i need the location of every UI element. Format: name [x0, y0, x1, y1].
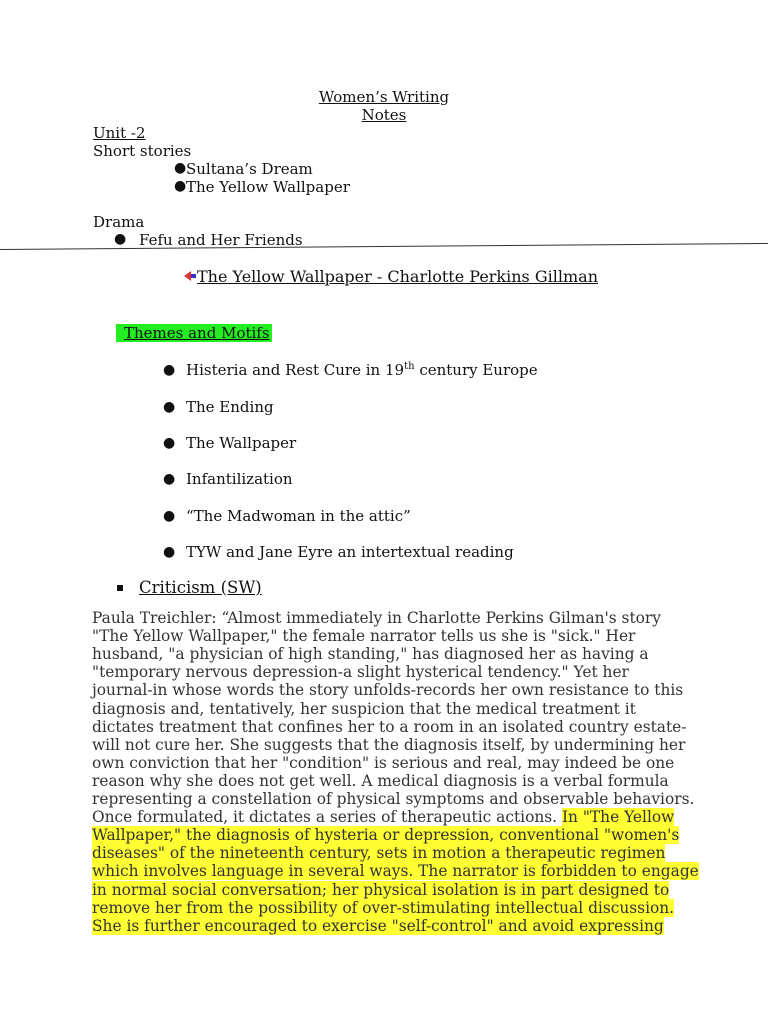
theme-item: “The Madwoman in the attic” — [186, 507, 411, 525]
highlighted-text: diseases" of the nineteenth century, sets in motion a therapeutic regimen — [92, 844, 666, 863]
criticism-heading: Criticism (SW) — [139, 578, 262, 597]
paragraph-text: own conviction that her "condition" is serious and real, may indeed be one — [92, 753, 675, 772]
document-subtitle: Notes — [361, 106, 407, 124]
theme-item: Infantilization — [186, 470, 293, 488]
paragraph-line — [92, 826, 679, 844]
bullet-icon: ● — [163, 399, 176, 415]
theme-item: Histeria and Rest Cure in 19th century Europe — [186, 361, 538, 379]
theme-item: The Ending — [186, 398, 274, 416]
paragraph-line — [92, 754, 674, 772]
paragraph-line — [92, 808, 674, 826]
paragraph-line — [92, 899, 674, 917]
paragraph-text: will not cure her. She suggests that the diagnosis itself, by undermining her — [92, 735, 686, 754]
highlighted-text: which involves language in several ways. The narrator is forbidden to engage — [92, 862, 699, 881]
paragraph-line — [92, 700, 636, 718]
highlighted-text: In "The Yellow — [561, 808, 675, 827]
paragraph-line — [92, 881, 669, 899]
bullet-icon: ● — [163, 435, 176, 451]
short-story-item: The Yellow Wallpaper — [186, 178, 350, 196]
highlighted-text: She is further encouraged to exercise "self-control" and avoid expressing — [92, 916, 664, 935]
theme-item: TYW and Jane Eyre an intertextual reading — [186, 543, 514, 561]
bullet-icon: ● — [163, 544, 176, 560]
square-bullet-icon — [117, 585, 123, 591]
theme-item: The Wallpaper — [186, 434, 297, 452]
highlighted-text: in normal social conversation; her physical isolation is in part designed to — [92, 880, 670, 899]
colored-arrow-icon — [183, 270, 197, 282]
paragraph-text: "The Yellow Wallpaper," the female narrator tells us she is "sick." Her — [92, 627, 636, 646]
bullet-icon: ● — [163, 508, 176, 524]
paragraph-line — [92, 862, 699, 880]
short-story-item: Sultana’s Dream — [186, 160, 313, 178]
bullet-icon: ● — [163, 471, 176, 487]
paragraph-text: Paula Treichler: “Almost immediately in Charlotte Perkins Gilman's story — [92, 609, 661, 627]
unit-label: Unit -2 — [93, 124, 146, 142]
themes-heading: Themes and Motifs — [116, 324, 272, 342]
paragraph-text: representing a constellation of physical symptoms and observable behaviors. — [92, 790, 695, 808]
paragraph-line — [92, 736, 685, 754]
section-title: The Yellow Wallpaper - Charlotte Perkins Gillman — [197, 267, 598, 286]
paragraph-line — [92, 844, 665, 862]
paragraph-line — [92, 663, 629, 681]
paragraph-line — [92, 790, 694, 808]
paragraph-text: "temporary nervous depression-a slight hysterical tendency." Yet her — [92, 663, 629, 682]
paragraph-text: diagnosis and, tentatively, her suspicion that the medical treatment it — [92, 699, 636, 718]
paragraph-line — [92, 772, 669, 790]
paragraph-line — [92, 917, 664, 935]
paragraph-text: journal-in whose words the story unfolds-records her own resistance to this — [92, 681, 684, 700]
bullet-icon: ● — [174, 160, 187, 176]
bullet-icon: ● — [163, 362, 176, 378]
highlighted-text: Wallpaper," the diagnosis of hysteria or depression, conventional "women's — [92, 826, 680, 845]
paragraph-line — [92, 645, 649, 663]
paragraph-text: dictates treatment that confines her to a room in an isolated country estate- — [92, 717, 687, 736]
paragraph-line — [92, 609, 661, 627]
paragraph-text: husband, "a physician of high standing," has diagnosed her as having a — [92, 645, 649, 664]
paragraph-line — [92, 627, 635, 645]
paragraph-line — [92, 681, 683, 699]
drama-item: Fefu and Her Friends — [139, 231, 303, 249]
bullet-icon: ● — [174, 178, 187, 194]
paragraph-text: Once formulated, it dictates a series of therapeutic actions. — [92, 808, 562, 827]
paragraph-text: reason why she does not get well. A medical diagnosis is a verbal formula — [92, 771, 669, 790]
bullet-icon: ● — [114, 231, 127, 247]
document-title: Women’s Writing — [318, 88, 450, 106]
drama-label: Drama — [93, 213, 145, 231]
highlighted-text: remove her from the possibility of over-stimulating intellectual discussion. — [92, 898, 675, 917]
paragraph-line — [92, 718, 686, 736]
short-stories-label: Short stories — [93, 142, 192, 160]
